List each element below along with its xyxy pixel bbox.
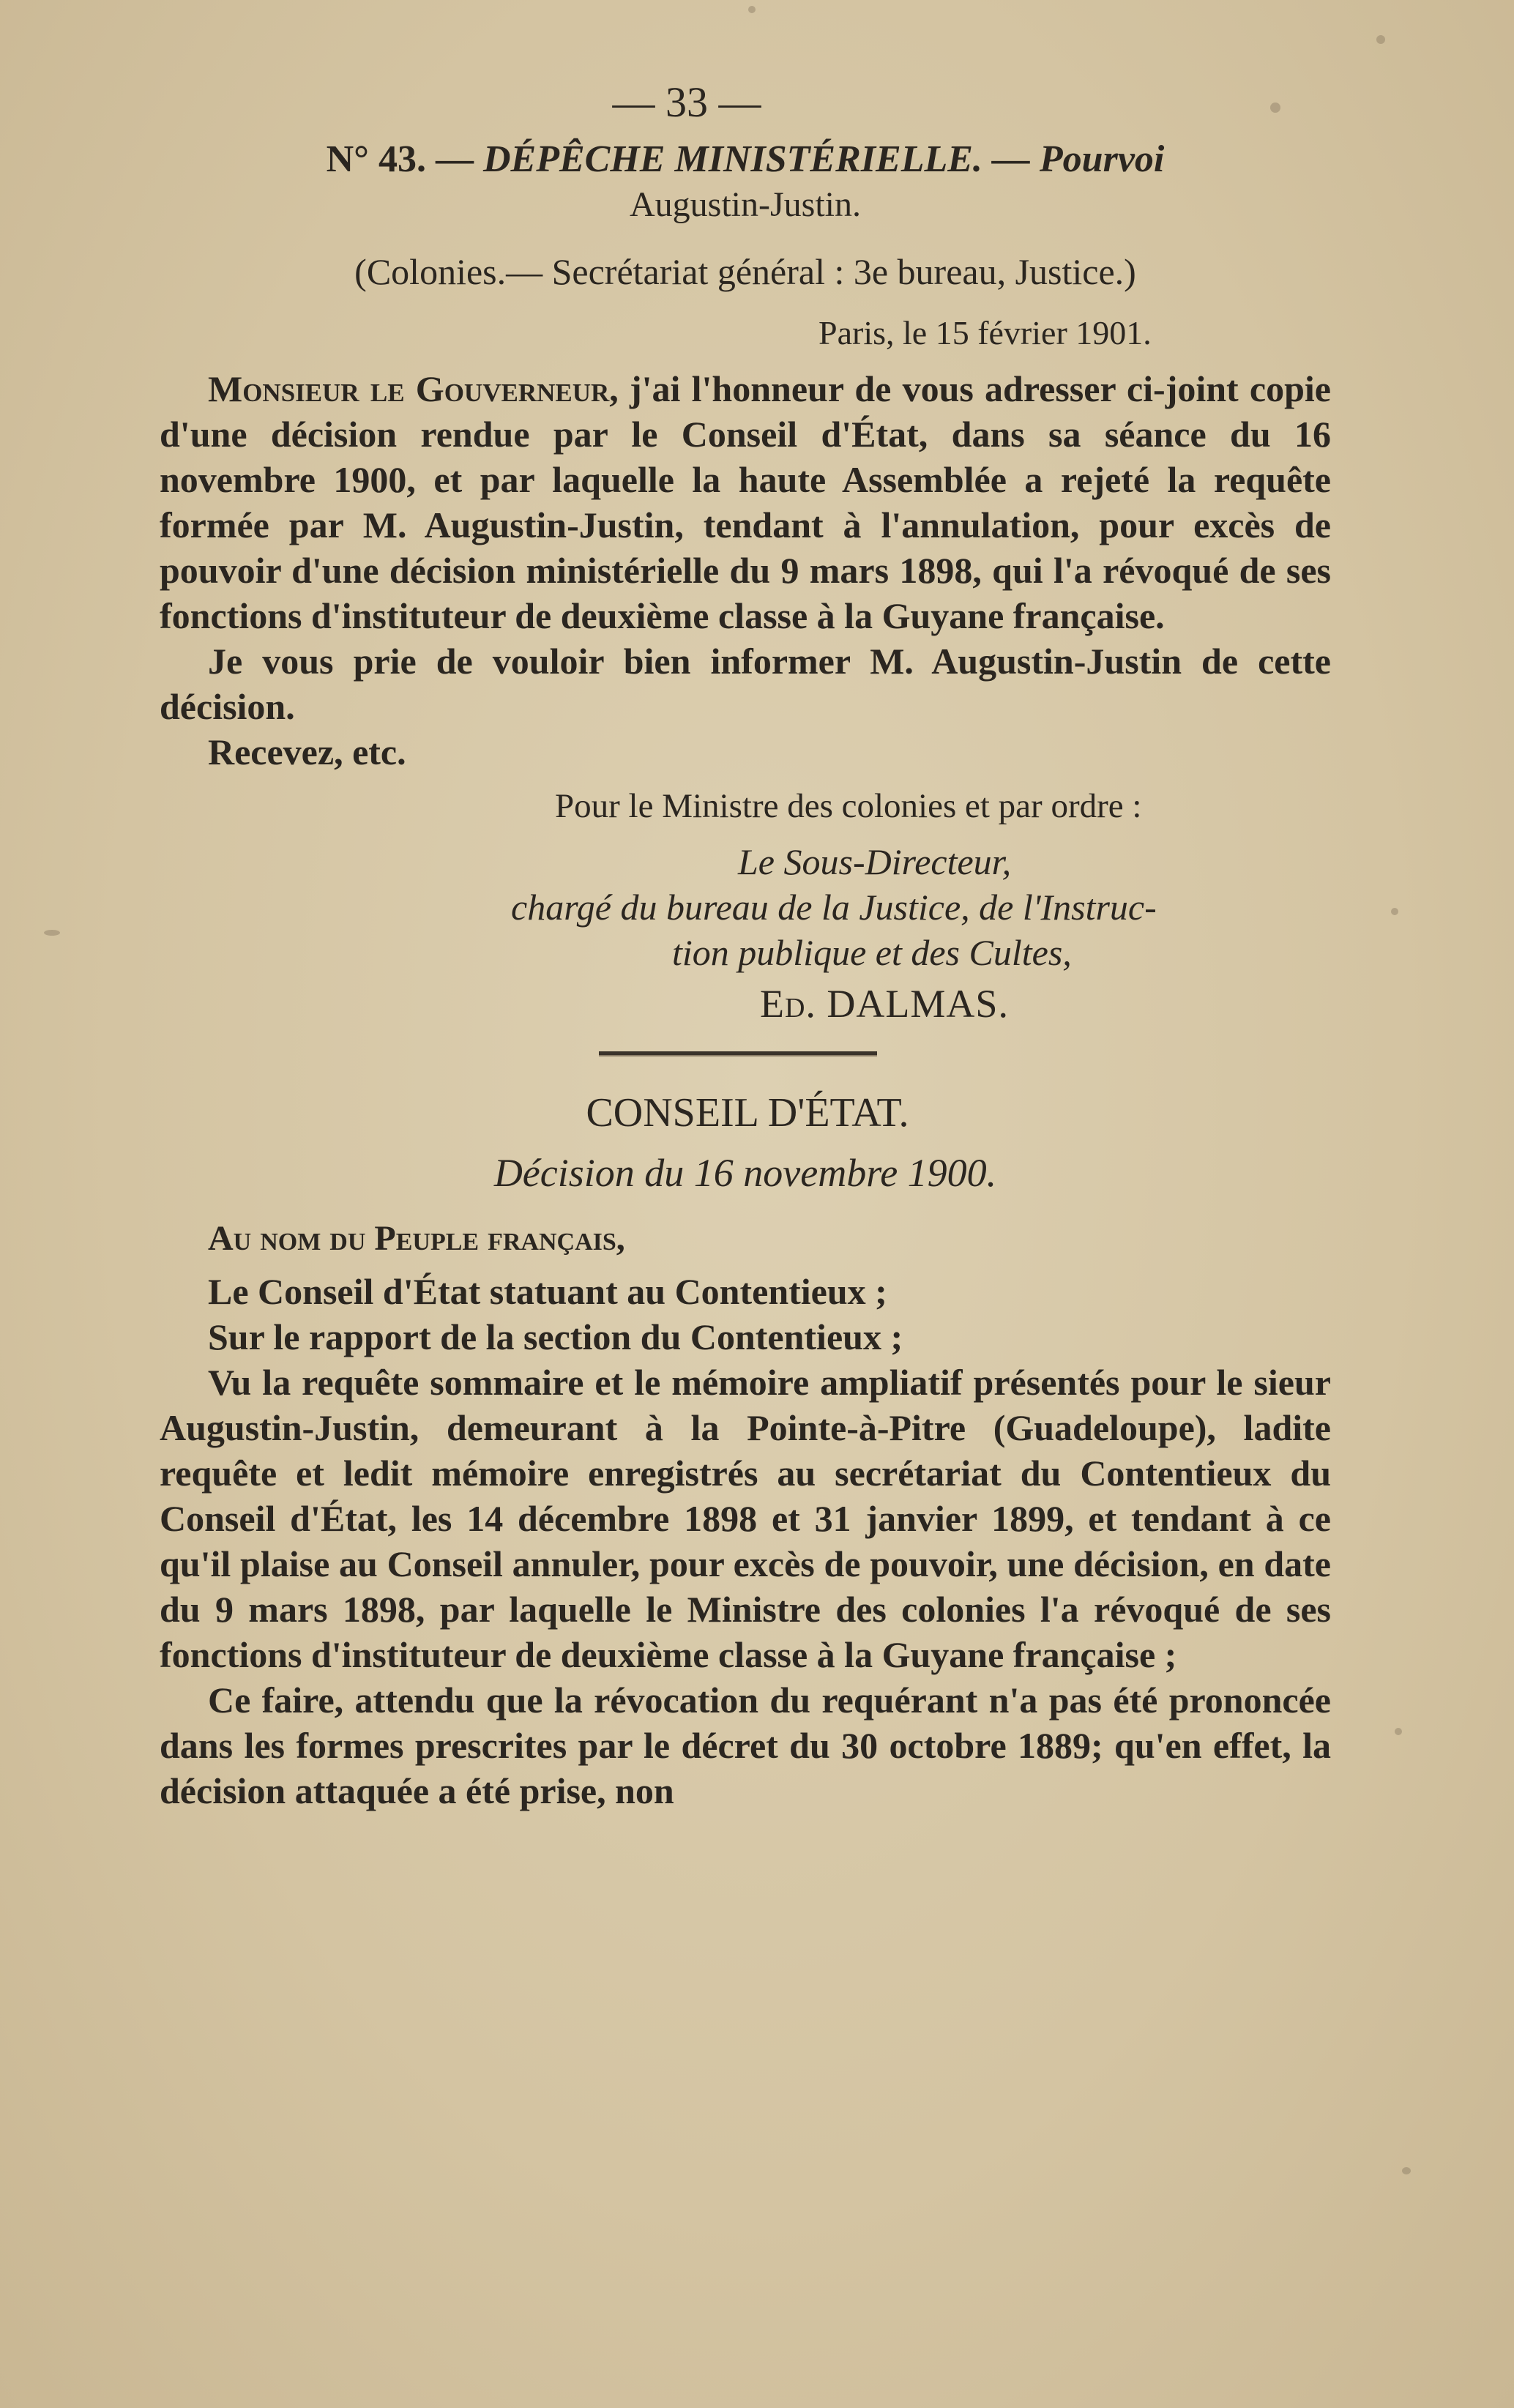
- paper-speck: [1270, 102, 1280, 113]
- decision-title: CONSEIL D'ÉTAT.: [586, 1090, 909, 1136]
- paper-speck: [44, 930, 60, 936]
- closing: Recevez, etc.: [208, 731, 406, 772]
- decision-invocation: Au nom du Peuple français,: [208, 1219, 625, 1258]
- paper-speck: [1402, 2167, 1411, 2174]
- paper-speck: [1395, 1728, 1402, 1735]
- decision-paragraph-2: Sur le rapport de la section du Contentieux ;: [208, 1316, 903, 1357]
- dispatch-pourvoi: — Pourvoi: [991, 138, 1165, 180]
- signature-office: chargé du bureau de la Justice, de l'Instruc-: [511, 887, 1157, 928]
- decision-paragraph-3: Vu la requête sommaire et le mémoire ampliatif présentés pour le sieur Augustin-Justin, demeurant à la Pointe-à-Pitre (Guadeloupe), ladite requête et ledit mémoire enregistrés au secrétariat du Contentieux du Conseil d'État, les 14 décembre 1898 et 31 janvier 1899, et tendant à ce qu'il plaise au Conseil annuler, pour excès de pouvoir, une décision, en date du 9 mars 1898, par laquelle le Ministre des colonies l'a révoqué de ses fonctions d'instituteur de deuxième classe à la Guyane française ;: [160, 1362, 1331, 1675]
- signature-office-2: tion publique et des Cultes,: [672, 932, 1072, 973]
- decision-paragraph-1: Le Conseil d'État statuant au Contentieux ;: [208, 1271, 887, 1312]
- decision-paragraph-4: Ce faire, attendu que la révocation du requérant n'a pas été prononcée dans les formes prescrites par le décret du 30 octobre 1889; qu'en effet, la décision attaquée a été prise, non: [160, 1680, 1331, 1811]
- dispatch-heading: DÉPÊCHE MINISTÉRIELLE.: [482, 138, 982, 180]
- dispatch-department: (Colonies.— Secrétariat général : 3e bureau, Justice.): [354, 251, 1136, 292]
- salutation: Monsieur le Gouverneur,: [208, 368, 619, 409]
- letter-paragraph-2: Je vous prie de vouloir bien informer M. Augustin-Justin de cette décision.: [160, 641, 1331, 727]
- letter-paragraph-1: [160, 366, 1331, 638]
- section-divider: [599, 1051, 877, 1056]
- signature-title: Le Sous-Directeur,: [738, 841, 1012, 882]
- dateline: Paris, le 15 février 1901.: [818, 314, 1152, 351]
- dispatch-subject: Augustin-Justin.: [629, 185, 862, 224]
- dispatch-title: [160, 136, 1331, 183]
- signature-name: Ed. DALMAS.: [760, 982, 1009, 1026]
- signature-line-1: Pour le Ministre des colonies et par ordre :: [555, 787, 1142, 825]
- letter-paragraph-1-text: j'ai l'honneur de vous adresser ci-joint copie d'une décision rendue par le Conseil d'État, dans sa séance du 16 novembre 1900, et par laquelle la haute Assemblée a rejeté la requête formée par M. Augustin-Justin, tendant à l'annulation, pour excès de pouvoir d'une décision ministérielle du 9 mars 1898, qui l'a révoqué de ses fonctions d'instituteur de deuxième classe à la Guyane française.: [160, 368, 1331, 636]
- decision-subtitle: Décision du 16 novembre 1900.: [493, 1151, 997, 1195]
- paper-speck: [1376, 35, 1385, 44]
- page-number: — 33 —: [612, 78, 761, 126]
- paper-speck: [748, 6, 756, 13]
- paper-speck: [1391, 908, 1398, 915]
- document-page: [160, 73, 1331, 1814]
- dispatch-number: N° 43. —: [326, 138, 474, 180]
